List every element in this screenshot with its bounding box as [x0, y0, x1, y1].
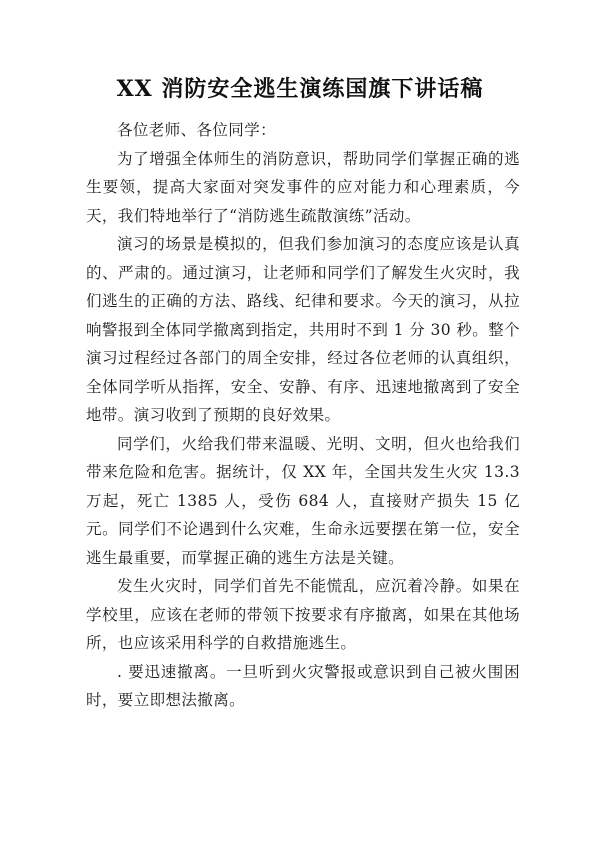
document-body [86, 116, 520, 715]
paragraph-fire-response: 发生火灾时，同学们首先不能慌乱，应沉着冷静。如果在学校里，应该在老师的带领下按要求有序撤离，如果在其他场所，也应该采用科学的自救措施逃生。 [86, 577, 520, 652]
greeting-line: 各位老师、各位同学： [117, 121, 277, 139]
paragraph-intro: 为了增强全体师生的消防意识，帮助同学们掌握正确的逃生要领，提高大家面对突发事件的应对能力和心理素质，今天，我们特地举行了“消防逃生疏散演练”活动。 [86, 149, 520, 225]
paragraph-drill: 演习的场景是模拟的，但我们参加演习的态度应该是认真的、严肃的。通过演习，让老师和同学们了解发生火灾时，我们逃生的正确的方法、路线、纪律和要求。今天的演习，从拉响警报到全体同学撤离到指定，共用时不到 1 分 30 秒。整个演习过程经过各部门的周全安排，经过各位老师的认真组织，全体同学听从指挥，安全、安静、有序、迅速地撤离到了安全地带。演习收到了预期的良好效果。 [86, 235, 520, 424]
paragraph-evacuate: . 要迅速撤离。一旦听到火灾警报或意识到自己被火围困时，要立即想法撤离。 [86, 662, 520, 709]
document-title: XX 消防安全逃生演练国旗下讲话稿 [116, 76, 484, 102]
paragraph-statistics: 同学们，火给我们带来温暖、光明、文明，但火也给我们带来危险和危害。据统计，仅 XX 年，全国共发生火灾 13.3 万起，死亡 1385 人，受伤 684 人，直接财产损失 15 亿元。同学们不论遇到什么灾难，生命永远要摆在第一位，安全逃生最重要，而掌握正确的逃生方法是关键。 [86, 434, 520, 567]
